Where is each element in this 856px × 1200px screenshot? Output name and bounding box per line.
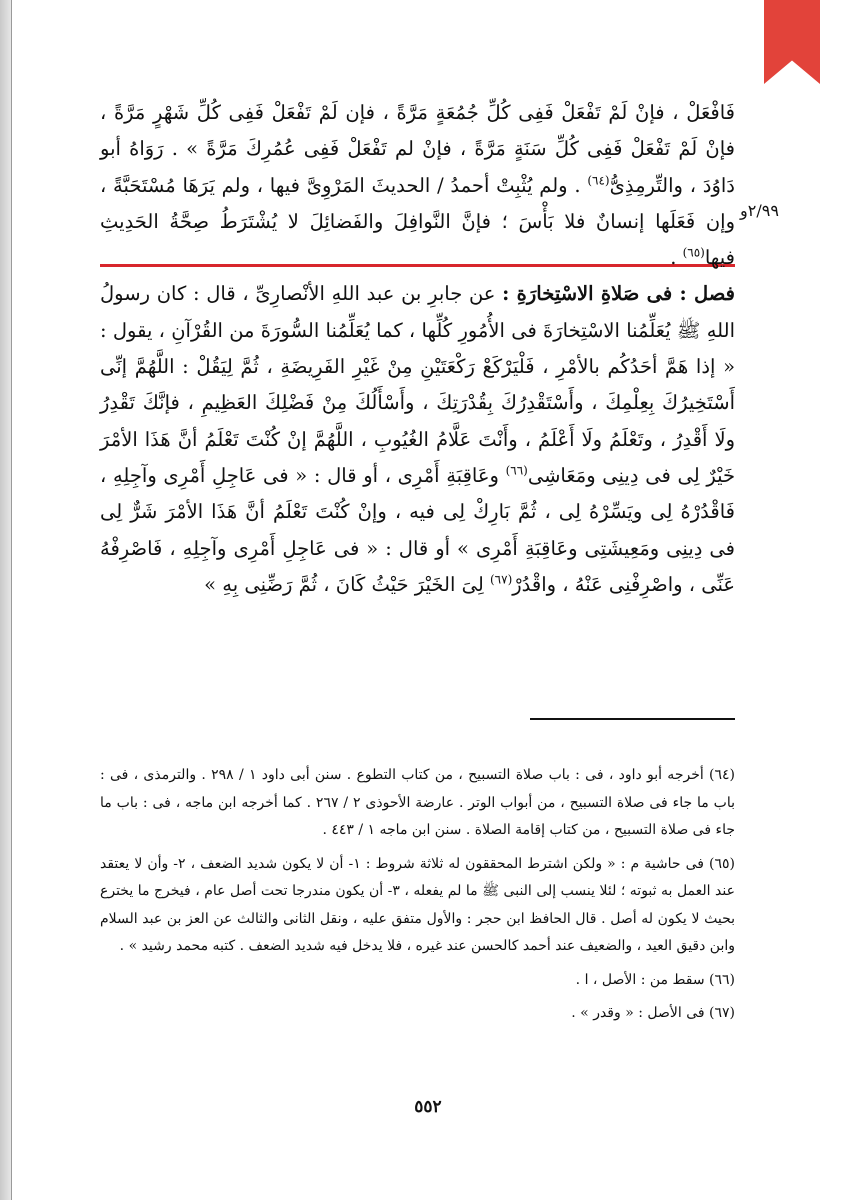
paragraph-prayer-tasbih	[100, 95, 735, 276]
paragraph-text: عن جابرِ بن عبد اللهِ الأنْصارِىِّ ، قال : كان رسولُ اللهِ ﷺ يُعَلِّمُنا الاسْتِخارَةَ فى الأُمُورِ كُلِّها ، كما يُعَلِّمُنا السُّورَةَ من القُرْآنِ ، يقول : « إذا هَمَّ أحَدُكُم بالأمْرِ ، فَلْيَرْكَعْ رَكْعَتَيْنِ مِنْ غَيْرِ الفَرِيضَةِ ، ثُمَّ لِيَقُلْ : اللَّهُمَّ إنِّى أَسْتَخِيرُكَ بِعِلْمِكَ ، وأَسْتَقْدِرُكَ بِقُدْرَتِكَ ، وأَسْأَلُكَ مِنْ فَضْلِكَ العَظِيمِ ، فإنَّكَ تَقْدِرُ ولَا أَقْدِرُ ، وتَعْلَمُ ولَا أَعْلَمُ ، وأَنْتَ عَلَّامُ الغُيُوبِ ، اللَّهُمَّ إنْ كُنْتَ تَعْلَمُ أنَّ هَذَا الأمْرَ خَيْرٌ لِى فى دِينِى ومَعَاشِى	[100, 282, 736, 487]
footnote-67: (٦٧) فى الأصل : « وقدر » .	[571, 1005, 735, 1021]
paragraph-text: . ولم يُثْبِتْ أحمدُ / الحديثَ المَرْوِىَّ فيها ، ولم يَرَهَا مُسْتَحَبَّةً ، وإن فَعَلَها إنسانٌ فلا بَأْسَ ؛ فإنَّ النَّوافِلَ والفَضائِلَ لا يُشْتَرَطُ صِحَّةُ الحَدِيثِ فيها	[100, 173, 735, 270]
main-text	[100, 95, 735, 603]
footnote-ref-64[interactable]: (٦٤)	[587, 173, 610, 188]
section-heading: فصل : فى صَلاةِ الاسْتِخارَةِ :	[502, 282, 736, 306]
footnote-66: (٦٦) سقط من : الأصل ، ا .	[575, 971, 735, 988]
footnote-ref-67[interactable]: (٦٧)	[489, 572, 513, 587]
footnotes	[100, 762, 735, 1028]
footnote-65: (٦٥) فى حاشية م : « ولكن اشترط المحققون له ثلاثة شروط : ١- أن لا يكون شديد الضعف ، ٢- وأن لا يعتقد عند العمل به ثبوته ؛ لئلا ينسب إلى النبى ﷺ ما لم يفعله ، ٣- أن يكون مندرجا تحت أصل عام ، فيخرج ما يخترع بحيث لا يكون له أصل . قال الحافظ ابن حجر : والأول متفق عليه ، ونقل الثانى والثالث عن العز بن عبد السلام وابن دقيق العيد ، والضعيف عند أحمد كالحسن عند غيره ، فلا يدخل فيه شديد الضعف . كتبه محمد رشيد » .	[100, 855, 735, 954]
margin-reference: ٢/٩٩و	[740, 201, 779, 220]
paragraph-istikhara	[100, 276, 735, 603]
footnote-64: (٦٤) أخرجه أبو داود ، فى : باب صلاة التسبيح ، من كتاب التطوع . سنن أبى داود ١ / ٢٩٨ . والترمذى ، فى : باب ما جاء فى صلاة التسبيح ، من أبواب الوتر . عارضة الأحوذى ٢ / ٢٦٧ . كما أخرجه ابن ماجه ، فى : باب ما جاء فى صلاة التسبيح ، من كتاب إقامة الصلاة . سنن ابن ماجه ١ / ٤٤٣ .	[100, 767, 736, 838]
bookmark-icon[interactable]	[764, 0, 820, 84]
page-left-edge	[0, 0, 12, 1200]
paragraph-text: فَافْعَلْ ، فإنْ لَمْ تَفْعَلْ فَفِى كُلِّ جُمُعَةٍ مَرَّةً ، فإن لَمْ تَفْعَلْ فَفِى كُلِّ شَهْرٍ مَرَّةً ، فإنْ لَمْ تَفْعَلْ فَفِى كُلِّ سَنَةٍ مَرَّةً ، فإنْ لم تَفْعَلْ فَفِى عُمُرِكَ مَرَّةً » . رَوَاهُ أبو دَاوُدَ ، والتِّرمِذِىُّ	[100, 101, 735, 197]
paragraph-text: .	[670, 246, 677, 270]
paragraph-text: وعَاقِبَةِ أَمْرِى ، أو قال : « فى عَاجِلِ أَمْرِى وآجِلِهِ ، فَاقْدُرْهُ لِى ويَسِّرْهُ لِى ، ثُمَّ بَارِكْ لِى فيه ، وإنْ كُنْتَ تَعْلَمُ أنَّ هَذَا الأمْرَ شَرٌّ لِى فى دِينِى ومَعِيشَتِى وعَاقِبَةِ أَمْرِى » أو قال : « فى عَاجِلِ أَمْرِى وآجِلِهِ ، فَاصْرِفْهُ عَنِّى ، واصْرِفْنِى عَنْهُ ، واقْدُرْ	[100, 463, 735, 596]
paragraph-text: لِىَ الخَيْرَ حَيْثُ كَانَ ، ثُمَّ رَضِّنِى بِهِ »	[204, 572, 484, 596]
footnote-divider	[530, 718, 735, 720]
footnote-ref-65[interactable]: (٦٥)	[682, 245, 705, 260]
footnote-ref-66[interactable]: (٦٦)	[505, 463, 528, 478]
page-number: ٥٥٢	[414, 1097, 442, 1117]
page-body	[100, 95, 735, 603]
